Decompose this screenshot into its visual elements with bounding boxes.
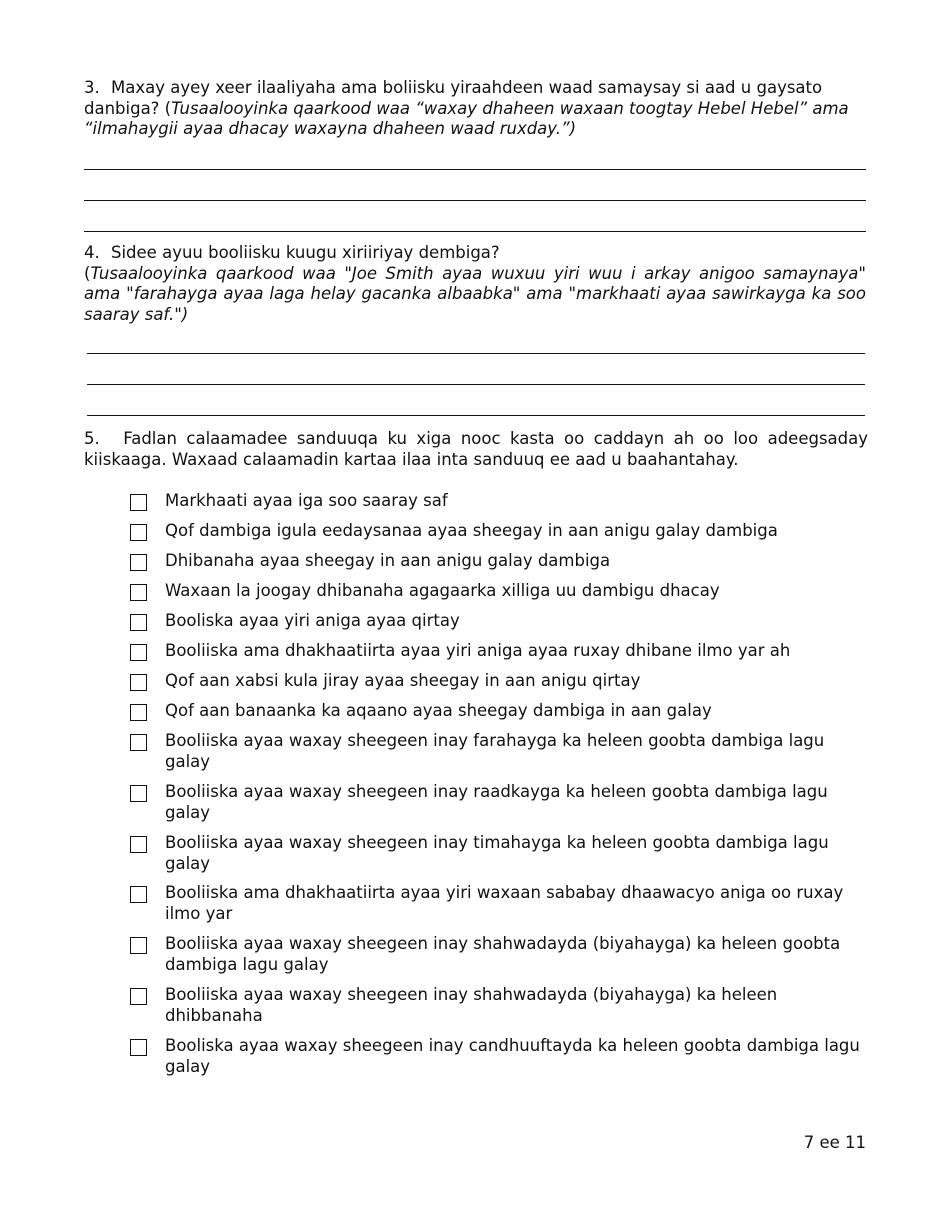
question-5-number: 5. — [84, 429, 100, 448]
answer-line-3b[interactable] — [84, 200, 866, 201]
option-checkbox[interactable] — [130, 644, 147, 661]
option-label: Booliiska ayaa waxay sheegeen inay farahayga ka heleen goobta dambiga lagu galay — [165, 731, 825, 771]
option-label: Booliiska ama dhakhaatiirta ayaa yiri aniga ayaa ruxay dhibane ilmo yar ah — [165, 641, 791, 660]
option-label: Booliiska ayaa waxay sheegeen inay timahayga ka heleen goobta dambiga lagu galay — [165, 833, 829, 873]
option-label: Qof aan banaanka ka aqaano ayaa sheegay dambiga in aan galay — [165, 701, 712, 720]
answer-line-3c[interactable] — [84, 231, 866, 232]
option-checkbox[interactable] — [130, 524, 147, 541]
option-label: Markhaati ayaa iga soo saaray saf — [165, 491, 448, 510]
option-label: Qof dambiga igula eedaysanaa ayaa sheegay in aan anigu galay dambiga — [165, 521, 778, 540]
question-4-text: Sidee ayuu booliisku kuugu xiriiriyay dembiga? — [111, 243, 500, 262]
option-label: Dhibanaha ayaa sheegay in aan anigu galay dambiga — [165, 551, 611, 570]
question-4-examples: Tusaalooyinka qaarkood waa "Joe Smith ayaa wuxuu yiri wuu i arkay anigoo samaynaya" ama "farahayga ayaa laga helay gacanka albaabka" ama "markhaati ayaa sawirkayga ka soo saaray saf.") — [84, 263, 866, 324]
answer-line-4c[interactable] — [87, 415, 865, 416]
option-label: Booliska ayaa waxay sheegeen inay candhuuftayda ka heleen goobta dambiga lagu galay — [165, 1036, 860, 1076]
option-checkbox[interactable] — [130, 704, 147, 721]
question-3-number: 3. — [84, 78, 100, 97]
question-3-text: Maxay ayey xeer ilaaliyaha ama boliisku yiraahdeen waad samaysay si aad u gaysato danbiga? ( — [84, 78, 823, 118]
option-checkbox[interactable] — [130, 584, 147, 601]
option-checkbox[interactable] — [130, 554, 147, 571]
option-checkbox[interactable] — [130, 734, 147, 751]
option-checkbox[interactable] — [130, 937, 147, 954]
question-3-examples: Tusaalooyinka qaarkood waa “waxay dhaheen waxaan toogtay Hebel Hebel” ama “ilmahaygii ayaa dhacay waxayna dhaheen waad ruxday.”) — [84, 98, 849, 138]
answer-line-4b[interactable] — [87, 384, 865, 385]
answer-line-3a[interactable] — [84, 169, 866, 170]
option-checkbox[interactable] — [130, 1039, 147, 1056]
option-label: Booliiska ayaa waxay sheegeen inay raadkayga ka heleen goobta dambiga lagu galay — [165, 782, 828, 822]
option-checkbox[interactable] — [130, 836, 147, 853]
page-number: 7 ee 11 — [803, 1133, 866, 1152]
question-5-text: Fadlan calaamadee sanduuqa ku xiga nooc kasta oo caddayn ah oo loo adeegsaday kiiskaaga. Waxaad calaamadin kartaa ilaa inta sanduuq ee aad u baahantahay. — [84, 429, 869, 469]
question-4-number: 4. — [84, 243, 100, 262]
option-checkbox[interactable] — [130, 494, 147, 511]
question-4 — [84, 243, 866, 325]
option-label: Waxaan la joogay dhibanaha agagaarka xilliga uu dambigu dhacay — [165, 581, 720, 600]
option-label: Qof aan xabsi kula jiray ayaa sheegay in aan anigu qirtay — [165, 671, 641, 690]
question-3 — [84, 78, 866, 140]
option-label: Booliska ayaa yiri aniga ayaa qirtay — [165, 611, 460, 630]
answer-line-4a[interactable] — [87, 353, 865, 354]
option-label: Booliiska ayaa waxay sheegeen inay shahwadayda (biyahayga) ka heleen goobta dambiga lagu galay — [165, 934, 841, 974]
question-4-paren: ( — [84, 263, 91, 283]
option-label: Booliiska ama dhakhaatiirta ayaa yiri waxaan sababay dhaawacyo aniga oo ruxay ilmo yar — [165, 883, 844, 923]
option-checkbox[interactable] — [130, 614, 147, 631]
option-label: Booliiska ayaa waxay sheegeen inay shahwadayda (biyahayga) ka heleen dhibbanaha — [165, 985, 778, 1025]
option-checkbox[interactable] — [130, 886, 147, 903]
question-5 — [84, 429, 868, 470]
option-checkbox[interactable] — [130, 785, 147, 802]
option-checkbox[interactable] — [130, 988, 147, 1005]
option-checkbox[interactable] — [130, 674, 147, 691]
